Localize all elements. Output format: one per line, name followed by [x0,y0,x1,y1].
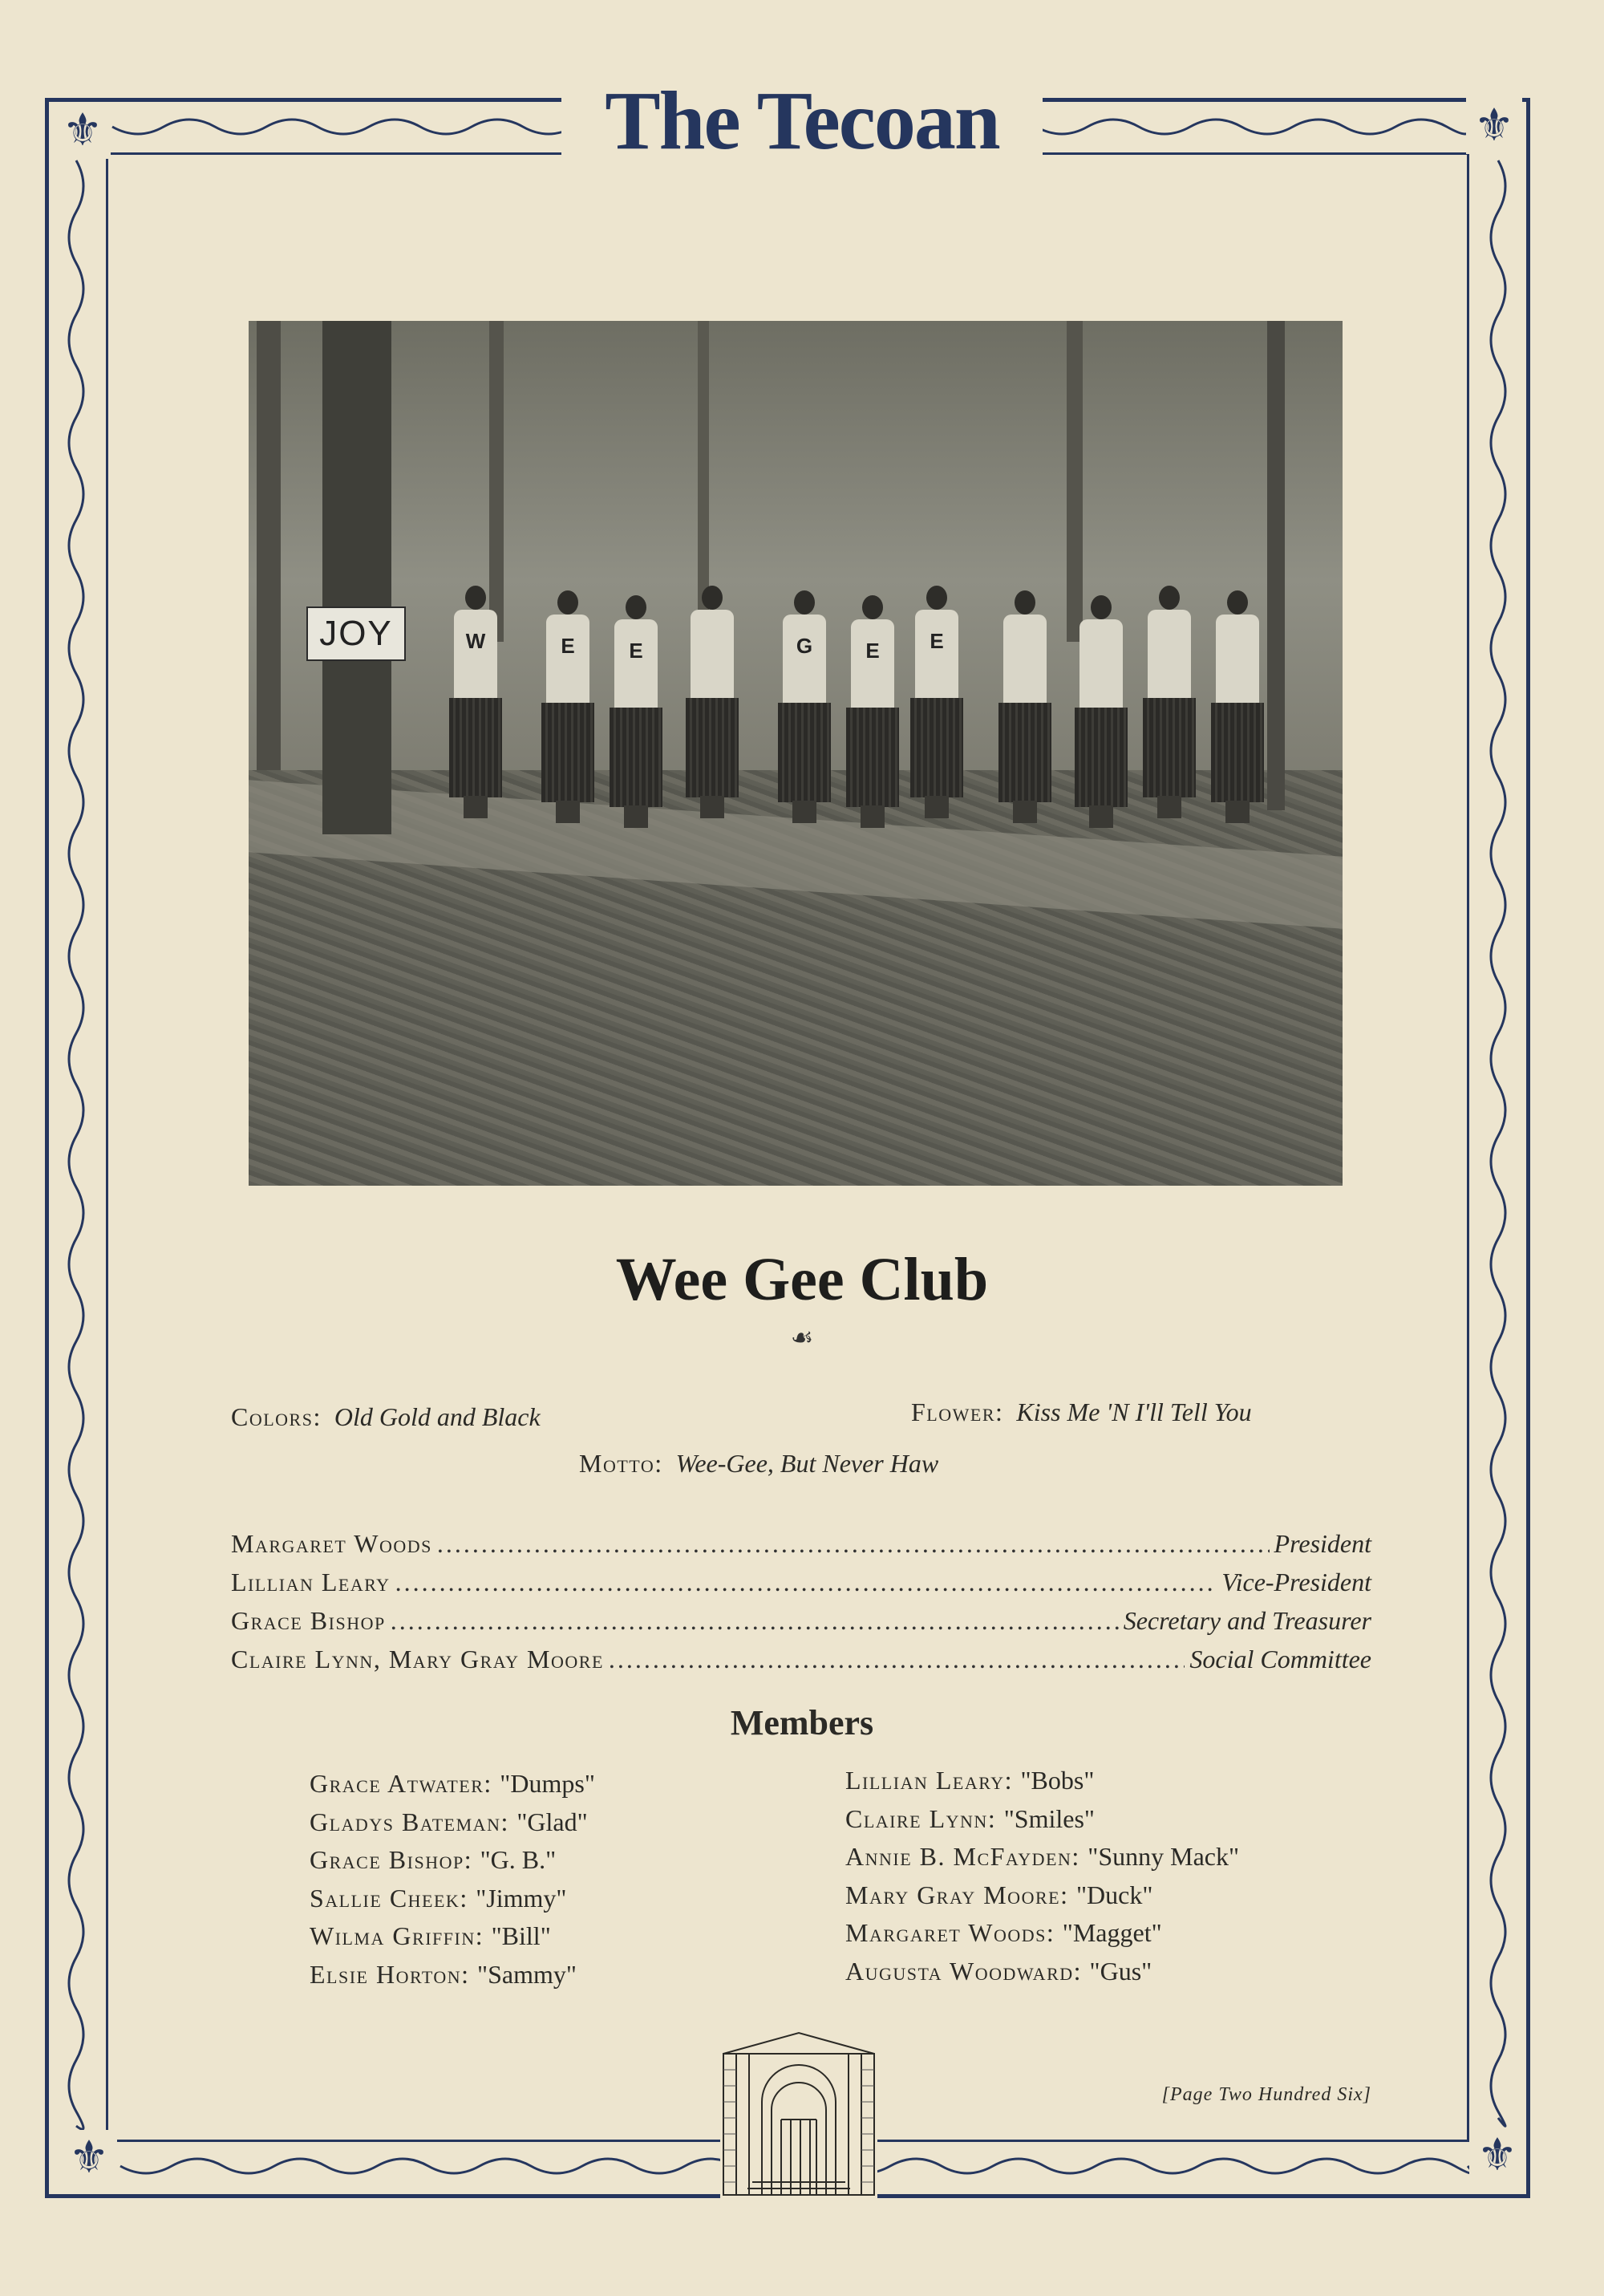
members-heading: Members [730,1703,874,1742]
officer-row [231,1645,1371,1680]
figure-sweater [783,615,826,704]
page-number: [Page Two Hundred Six] [1161,2084,1371,2105]
member-nickname: "Smiles" [1003,1803,1095,1833]
figure-skirt [910,698,963,797]
motto-label: Motto: [579,1449,663,1478]
figure-head [557,590,578,615]
figure-skirt [778,703,831,802]
leader-dots [437,1529,1270,1559]
member-nickname: "Sunny Mack" [1088,1842,1240,1871]
club-member-figure [846,595,897,828]
figure-legs [464,796,488,818]
member-row: Sallie Cheek: "Jimmy" [310,1883,567,1913]
member-nickname: "Glad" [516,1807,588,1836]
member-nickname: "Magget" [1062,1918,1162,1947]
motto-value: Wee-Gee, But Never Haw [675,1449,939,1478]
figure-legs [925,796,949,818]
club-member-figure [778,590,829,823]
member-row: Mary Gray Moore: "Duck" [845,1880,1153,1909]
member-name: Annie B. McFayden [845,1842,1072,1871]
figure-legs [1089,805,1113,828]
figure-head [1091,595,1112,619]
member-row: Gladys Bateman: "Glad" [310,1807,588,1836]
figure-legs [556,801,580,823]
officer-row [231,1529,1371,1564]
colors-value: Old Gold and Black [334,1402,541,1431]
figure-sweater [1003,615,1047,704]
leader-dots [609,1645,1185,1674]
flower-label: Flower: [911,1397,1004,1426]
member-nickname: "Dumps" [500,1769,595,1798]
figure-skirt [1211,703,1264,802]
figure-legs [624,805,648,828]
leader-dots [395,1568,1217,1597]
club-member-figure [541,590,593,823]
figure-sweater [1216,615,1259,704]
figure-sweater [851,619,894,709]
member-name: Augusta Woodward [845,1956,1074,1986]
club-member-figure [686,586,737,818]
member-name: Claire Lynn [845,1803,988,1833]
figure-skirt [1143,698,1196,797]
sweater-letter: E [930,629,944,653]
member-row: Wilma Griffin: "Bill" [310,1921,551,1950]
figure-legs [1013,801,1037,823]
leader-dots [391,1606,1119,1636]
figure-head [926,586,947,610]
fleur-de-lis-icon: ⚜ [61,2130,117,2186]
figure-head [702,586,723,610]
club-member-figure [449,586,500,818]
colors-label: Colors: [231,1402,322,1431]
officer-role: Secretary and Treasurer [1123,1606,1371,1635]
member-nickname: "Duck" [1075,1880,1153,1909]
member-name: Mary Gray Moore [845,1880,1061,1909]
officer-name: Claire Lynn, Mary Gray Moore [231,1645,604,1673]
club-member-figure [1075,595,1126,828]
members-right-column [845,1762,1239,1990]
flower-value: Kiss Me 'N I'll Tell You [1016,1397,1252,1426]
figure-sweater [614,619,658,709]
member-row: Margaret Woods: "Magget" [845,1918,1162,1947]
member-name: Sallie Cheek [310,1883,460,1913]
officer-role: Vice-President [1221,1568,1371,1596]
figure-sweater [691,610,734,700]
figure-sweater [454,610,497,700]
club-photograph [249,321,1343,1186]
member-nickname: "Sammy" [477,1959,577,1989]
leaf-ornament-icon: ☙ [790,1323,814,1352]
club-member-figure [998,590,1050,823]
club-title: Wee Gee Club [615,1246,989,1313]
figure-skirt [449,698,502,797]
figure-legs [1225,801,1250,823]
member-name: Grace Bishop [310,1845,464,1874]
officer-role: President [1274,1529,1371,1558]
officer-name: Lillian Leary [231,1568,391,1596]
member-row: Claire Lynn: "Smiles" [845,1803,1095,1833]
sweater-letter: E [629,639,643,663]
figure-skirt [610,708,662,807]
figure-head [626,595,646,619]
figure-legs [1157,796,1181,818]
photo-tree [322,321,391,834]
figure-skirt [846,708,899,807]
motto-line [579,1449,938,1479]
figure-skirt [686,698,739,797]
officer-row [231,1568,1371,1603]
photo-tree [1267,321,1285,810]
member-name: Grace Atwater [310,1769,484,1798]
member-row: Annie B. McFayden: "Sunny Mack" [845,1842,1240,1871]
figure-sweater [1148,610,1191,700]
figure-head [794,590,815,615]
members-left-column [310,1765,595,1994]
photo-tree [257,321,281,770]
figure-sweater [915,610,958,700]
sweater-letter: G [796,634,813,658]
figure-skirt [1075,708,1128,807]
fleur-de-lis-icon: ⚜ [1469,2128,1525,2184]
member-name: Elsie Horton [310,1959,462,1989]
member-row: Grace Bishop: "G. B." [310,1845,557,1874]
photo-tree [698,321,709,626]
member-nickname: "G. B." [480,1845,557,1874]
fleur-de-lis-icon: ⚜ [55,103,111,159]
sweater-letter: E [865,639,880,663]
club-member-figure [910,586,962,818]
figure-head [465,586,486,610]
member-name: Gladys Bateman [310,1807,501,1836]
figure-head [1227,590,1248,615]
fleur-de-lis-icon: ⚜ [1466,98,1522,154]
member-row: Lillian Leary: "Bobs" [845,1766,1095,1795]
figure-legs [792,801,816,823]
member-name: Margaret Woods [845,1918,1047,1947]
doorway-building-icon [720,2030,877,2198]
member-row: Grace Atwater: "Dumps" [310,1769,595,1798]
sweater-letter: W [465,629,486,653]
photo-tree [1067,321,1083,642]
flower-line [911,1397,1252,1427]
officer-role: Social Committee [1189,1645,1371,1673]
officer-row [231,1606,1371,1641]
member-row: Augusta Woodward: "Gus" [845,1956,1152,1986]
member-row: Elsie Horton: "Sammy" [310,1959,577,1989]
figure-head [862,595,883,619]
member-nickname: "Jimmy" [476,1883,567,1913]
officer-name: Margaret Woods [231,1529,432,1558]
figure-sweater [1079,619,1123,709]
figure-sweater [546,615,589,704]
officer-name: Grace Bishop [231,1606,386,1635]
figure-head [1015,590,1035,615]
member-nickname: "Gus" [1089,1956,1152,1986]
figure-legs [700,796,724,818]
colors-line [231,1402,541,1432]
figure-skirt [998,703,1051,802]
member-name: Lillian Leary [845,1766,1005,1795]
figure-head [1159,586,1180,610]
member-name: Wilma Griffin [310,1921,476,1950]
member-nickname: "Bill" [491,1921,551,1950]
masthead: The Tecoan [561,77,1043,165]
figure-legs [861,805,885,828]
member-nickname: "Bobs" [1020,1766,1095,1795]
sweater-letter: E [561,634,575,658]
joy-sign: JOY [306,606,406,661]
club-member-figure [1143,586,1194,818]
club-member-figure [610,595,661,828]
figure-skirt [541,703,594,802]
club-member-figure [1211,590,1262,823]
